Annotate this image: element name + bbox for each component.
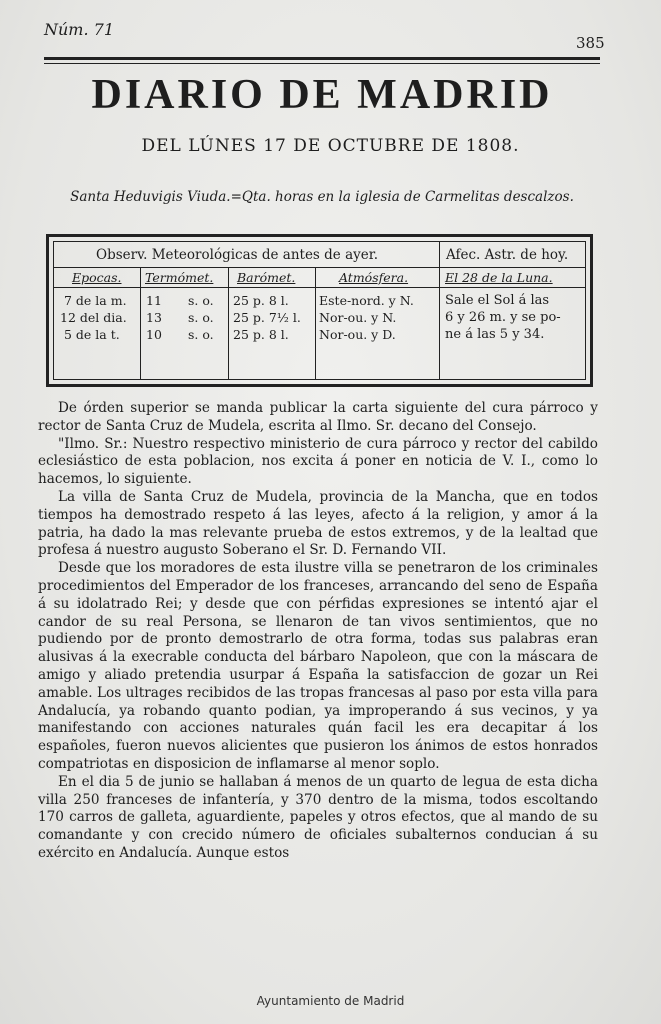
newspaper-title: DIARIO DE MADRID bbox=[91, 72, 553, 118]
header-epocas: Epocas. bbox=[72, 270, 122, 285]
header-rule-thin bbox=[44, 63, 600, 64]
col-divider-3 bbox=[315, 267, 316, 379]
issue-date: DEL LÚNES 17 DE OCTUBRE DE 1808. bbox=[141, 136, 520, 156]
row2-atmosfera: Nor-ou. y N. bbox=[319, 310, 397, 325]
paragraph-moradores: Desde que los moradores de esta ilustre villa se penetraron de los criminales procedimientos del Emperador de los franceses, arrancando del seno de España á su idolatrado Rei; y desde que con pérfidas expresiones se intentó ajar el candor de su real Persona, se llenaron de tan vivos sentimientos, que no pudiendo por de pronto demostrarlo de otra forma, todas sus palabras eran alusivas á la execrable conducta del bárbaro Napoleon, que con la máscara de amigo y aliado pretendia usurpar á España la satisfaccion de gozar un Rei amable. Los ultrages recibidos de las tropas francesas al paso por esta villa para Andalucía, ya robando quanto podian, ya improperando á sus vecinos, y ya manifestando con acciones naturales quán facil les era decapitar á los españoles, fueron nuevos alicientes que pusieron los ánimos de estos honrados compatriotas en disposicion de inflamarse al menor soplo. bbox=[38, 560, 598, 772]
page-number: 385 bbox=[576, 34, 605, 52]
table-title-left: Observ. Meteorológicas de antes de ayer. bbox=[96, 247, 379, 263]
luna-line-1: Sale el Sol á las bbox=[445, 293, 550, 308]
table-title-right: Afec. Astr. de hoy. bbox=[446, 247, 569, 263]
row3-term-value: 10 bbox=[146, 327, 162, 342]
table-header-divider bbox=[54, 287, 585, 288]
row2-term-value: 13 bbox=[146, 310, 162, 325]
saint-of-day: Santa Heduvigis Viuda.=Qta. horas en la iglesia de Carmelitas descalzos. bbox=[70, 189, 574, 205]
row1-atmosfera: Este-nord. y N. bbox=[319, 293, 414, 308]
header-atmosfera: Atmósfera. bbox=[339, 270, 409, 285]
header-rule-thick bbox=[44, 57, 600, 60]
row3-term-unit: s. o. bbox=[188, 327, 214, 342]
col-divider-2 bbox=[228, 267, 229, 379]
paragraph-junio: En el dia 5 de junio se hallaban á menos de un quarto de legua de esta dicha villa 250 franceses de infantería, y 370 dentro de la misma, todos escoltando 170 carros de galleta, aguardiente, papeles y otros efectos, que al mando de su comandante y con crecido número de oficiales subalternos conducian á su exército en Andalucía. Aunque estos bbox=[38, 773, 598, 861]
paragraph-letter-opening: "Ilmo. Sr.: Nuestro respectivo ministerio de cura párroco y rector del cabildo eclesiástico de esta poblacion, nos excita á poner en noticia de V. I., como lo hacemos, lo siguiente. bbox=[38, 435, 598, 488]
header-barometro: Barómet. bbox=[237, 270, 296, 285]
header-termometro: Termómet. bbox=[145, 270, 214, 285]
paragraph-intro: De órden superior se manda publicar la carta siguiente del cura párroco y rector de Santa Cruz de Mudela, escrita al Ilmo. Sr. decano del Consejo. bbox=[38, 400, 598, 434]
row2-term-unit: s. o. bbox=[188, 310, 214, 325]
row1-term-value: 11 bbox=[146, 293, 162, 308]
weather-table-inner-border bbox=[53, 241, 586, 380]
row3-barometro: 25 p. 8 l. bbox=[233, 327, 289, 342]
issue-number: Núm. 71 bbox=[44, 20, 115, 39]
col-divider-4 bbox=[439, 242, 440, 379]
row1-barometro: 25 p. 8 l. bbox=[233, 293, 289, 308]
paragraph-villa: La villa de Santa Cruz de Mudela, provincia de la Mancha, que en todos tiempos ha demostrado respeto á las leyes, afecto á la religion, y amor á la patria, ha dado la mas relevante prueba de estos extremos, y de la lealtad que profesa á nuestro augusto Soberano el Sr. D. Fernando VII. bbox=[38, 488, 598, 559]
luna-line-2: 6 y 26 m. y se po- bbox=[445, 310, 561, 325]
weather-table bbox=[46, 234, 593, 387]
row1-epoca: 7 de la m. bbox=[64, 293, 127, 308]
luna-line-3: ne á las 5 y 34. bbox=[445, 327, 545, 342]
row1-term-unit: s. o. bbox=[188, 293, 214, 308]
row2-barometro: 25 p. 7½ l. bbox=[233, 310, 301, 325]
row3-epoca: 5 de la t. bbox=[64, 327, 120, 342]
row3-atmosfera: Nor-ou. y D. bbox=[319, 327, 396, 342]
row2-epoca: 12 del dia. bbox=[60, 310, 127, 325]
header-luna: El 28 de la Luna. bbox=[445, 270, 553, 285]
article-body bbox=[38, 400, 598, 863]
col-divider-1 bbox=[140, 267, 141, 379]
watermark-footer: Ayuntamiento de Madrid bbox=[256, 994, 405, 1008]
table-title-divider bbox=[54, 267, 585, 268]
